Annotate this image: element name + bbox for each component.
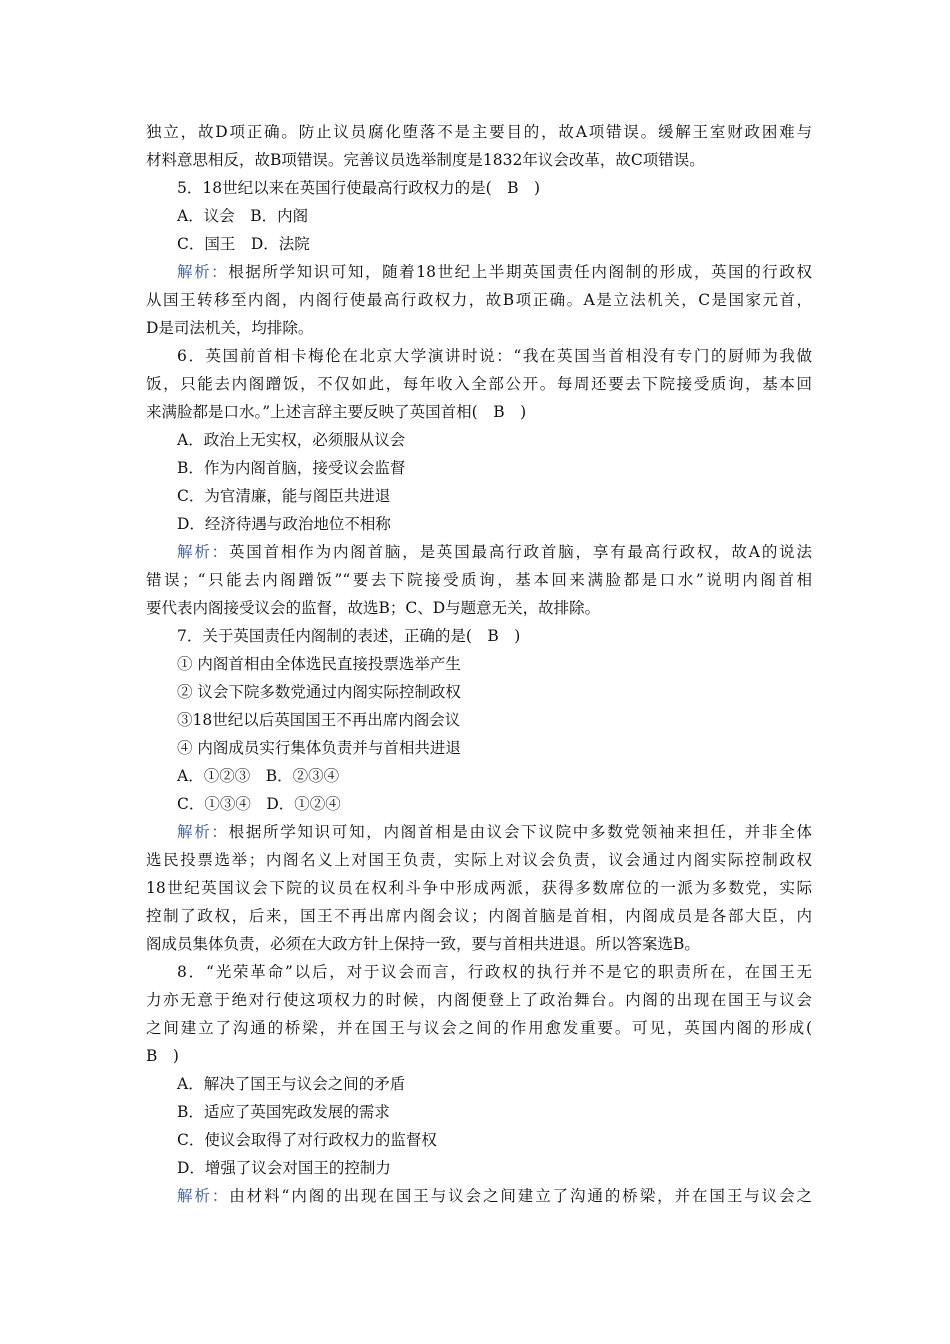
- text-line: [146, 678, 812, 706]
- line-text: B．适应了英国宪政发展的需求: [177, 1103, 390, 1121]
- text-line: [146, 230, 812, 258]
- line-text: 选民投票选举；内阁名义上对国王负责，实际上对议会负责，议会通过内阁实际控制政权: [146, 851, 812, 869]
- text-line: [146, 482, 812, 510]
- text-line: [146, 706, 812, 734]
- line-text: C．使议会取得了对行政权力的监督权: [177, 1131, 437, 1149]
- line-text: 错误；“只能去内阁蹭饭”“要去下院接受质询，基本回来满脸都是口水”说明内阁首相: [146, 571, 812, 589]
- line-text: 18世纪英国议会下院的议员在权利斗争中形成两派，获得多数席位的一派为多数党，实际: [146, 879, 812, 897]
- line-text: 英国首相作为内阁首脑，是英国最高行政首脑，享有最高行政权，故A的说法: [228, 543, 812, 561]
- line-text: A．①②③ B．②③④: [177, 767, 340, 785]
- text-line: [146, 118, 812, 146]
- text-line: [146, 286, 812, 314]
- line-text: 要代表内阁接受议会的监督，故选B；C、D与题意无关，故排除。: [146, 599, 601, 617]
- text-line: [146, 174, 812, 202]
- line-text: 来满脸都是口水。”上述言辞主要反映了英国首相( B ): [146, 403, 527, 421]
- line-text: 根据所学知识可知，内阁首相是由议会下议院中多数党领袖来担任，并非全体: [228, 823, 812, 841]
- line-text: A．议会 B．内阁: [177, 207, 309, 225]
- line-text: 根据所学知识可知，随着18世纪上半期英国责任内阁制的形成，英国的行政权: [228, 263, 812, 281]
- line-text: D是司法机关，均排除。: [146, 319, 314, 337]
- line-text: ② 议会下院多数党通过内阁实际控制政权: [177, 683, 461, 701]
- text-line: [146, 902, 812, 930]
- line-text: 7．关于英国责任内阁制的表述，正确的是( B ): [177, 627, 521, 645]
- line-text: A．政治上无实权，必须服从议会: [177, 431, 406, 449]
- analysis-line: [146, 1182, 812, 1210]
- text-line: [146, 958, 812, 986]
- text-line: [146, 202, 812, 230]
- text-line: [146, 622, 812, 650]
- line-text: B ): [146, 1047, 179, 1065]
- text-line: [146, 986, 812, 1014]
- line-text: 材料意思相反，故B项错误。完善议员选举制度是1832年议会改革，故C项错误。: [146, 151, 705, 169]
- analysis-line: [146, 818, 812, 846]
- line-text: 之间建立了沟通的桥梁，并在国王与议会之间的作用愈发重要。可见，英国内阁的形成(: [146, 1019, 812, 1037]
- line-text: 6．英国前首相卡梅伦在北京大学演讲时说：“我在英国当首相没有专门的厨师为我做: [177, 347, 812, 365]
- text-line: [146, 398, 812, 426]
- line-text: B．作为内阁首脑，接受议会监督: [177, 459, 406, 477]
- line-text: ① 内阁首相由全体选民直接投票选举产生: [177, 655, 461, 673]
- line-text: D．经济待遇与政治地位不相称: [177, 515, 391, 533]
- text-line: [146, 1070, 812, 1098]
- analysis-line: [146, 538, 812, 566]
- line-text: 8．“光荣革命”以后，对于议会而言，行政权的执行并不是它的职责所在，在国王无: [177, 963, 812, 981]
- text-line: [146, 790, 812, 818]
- text-line: [146, 146, 812, 174]
- document-body: [146, 118, 812, 1210]
- text-line: [146, 1098, 812, 1126]
- text-line: [146, 314, 812, 342]
- text-line: [146, 566, 812, 594]
- analysis-label: 解析：: [177, 823, 229, 841]
- line-text: ④ 内阁成员实行集体负责并与首相共进退: [177, 739, 461, 757]
- text-line: [146, 1126, 812, 1154]
- analysis-label: 解析：: [177, 543, 229, 561]
- text-line: [146, 426, 812, 454]
- line-text: 阁成员集体负责，必须在大政方针上保持一致，要与首相共进退。所以答案选B。: [146, 935, 700, 953]
- text-line: [146, 650, 812, 678]
- analysis-label: 解析：: [177, 263, 229, 281]
- line-text: C．国王 D．法院: [177, 235, 310, 253]
- text-line: [146, 594, 812, 622]
- text-line: [146, 762, 812, 790]
- text-line: [146, 874, 812, 902]
- line-text: D．增强了议会对国王的控制力: [177, 1159, 391, 1177]
- line-text: ③18世纪以后英国国王不再出席内阁会议: [177, 711, 461, 729]
- text-line: [146, 510, 812, 538]
- text-line: [146, 370, 812, 398]
- line-text: 饭，只能去内阁蹭饭，不仅如此，每年收入全部公开。每周还要去下院接受质询，基本回: [146, 375, 812, 393]
- analysis-label: 解析：: [177, 1187, 230, 1205]
- text-line: [146, 846, 812, 874]
- text-line: [146, 734, 812, 762]
- line-text: 5．18世纪以来在英国行使最高行政权力的是( B ): [177, 179, 541, 197]
- text-line: [146, 454, 812, 482]
- text-line: [146, 342, 812, 370]
- analysis-line: [146, 258, 812, 286]
- line-text: 独立，故D项正确。防止议员腐化堕落不是主要目的，故A项错误。缓解王室财政困难与: [146, 123, 812, 141]
- text-line: [146, 1042, 812, 1070]
- text-line: [146, 1014, 812, 1042]
- line-text: A．解决了国王与议会之间的矛盾: [177, 1075, 406, 1093]
- line-text: 由材料“内阁的出现在国王与议会之间建立了沟通的桥梁，并在国王与议会之: [229, 1187, 812, 1205]
- text-line: [146, 1154, 812, 1182]
- line-text: 从国王转移至内阁，内阁行使最高行政权力，故B项正确。A是立法机关，C是国家元首，: [146, 291, 812, 309]
- line-text: C．为官清廉，能与阁臣共进退: [177, 487, 391, 505]
- line-text: 力亦无意于绝对行使这项权力的时候，内阁便登上了政治舞台。内阁的出现在国王与议会: [146, 991, 812, 1009]
- text-line: [146, 930, 812, 958]
- line-text: 控制了政权，后来，国王不再出席内阁会议；内阁首脑是首相，内阁成员是各部大臣，内: [146, 907, 812, 925]
- line-text: C．①③④ D．①②④: [177, 795, 341, 813]
